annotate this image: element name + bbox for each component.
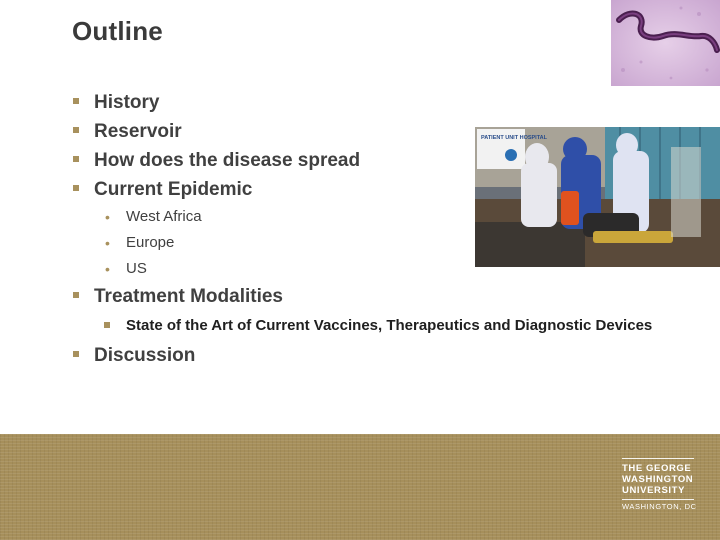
- square-bullet-icon: [73, 98, 79, 104]
- bullet-treatment: Treatment Modalities: [94, 286, 283, 307]
- logo-line-3: UNIVERSITY: [622, 485, 686, 496]
- bullet-discussion: Discussion: [94, 345, 196, 366]
- photo-sign-text: PATIENT UNIT HOSPITAL: [481, 135, 547, 141]
- square-bullet-icon: [73, 127, 79, 133]
- virus-micrograph-image: [611, 0, 720, 86]
- square-bullet-icon: [73, 292, 79, 298]
- sub-bullet-europe: Europe: [126, 234, 175, 251]
- square-bullet-icon: [73, 185, 79, 191]
- bullet-spread: How does the disease spread: [94, 150, 361, 171]
- dot-bullet-icon: •: [105, 261, 110, 277]
- footer-band: [0, 434, 720, 540]
- logo-line-1: THE GEORGE: [622, 463, 692, 474]
- sub-bullet-us: US: [126, 260, 147, 277]
- dot-bullet-icon: •: [105, 209, 110, 225]
- bullet-epidemic: Current Epidemic: [94, 179, 253, 200]
- sub-bullet-item: [72, 314, 692, 337]
- logo-line-2: WASHINGTON: [622, 474, 694, 485]
- logo-rule-bottom: [622, 499, 694, 500]
- dot-bullet-icon: •: [105, 235, 110, 251]
- bullet-item: [72, 282, 692, 311]
- bullet-history: History: [94, 92, 160, 113]
- gwu-logo: [622, 458, 702, 511]
- square-bullet-icon: [104, 322, 110, 328]
- bullet-reservoir: Reservoir: [94, 121, 182, 142]
- sub-bullet-treatment: State of the Art of Current Vaccines, Therapeutics and Diagnostic Devices: [126, 317, 653, 334]
- logo-location: WASHINGTON, DC: [622, 502, 697, 511]
- square-bullet-icon: [73, 351, 79, 357]
- bullet-item: [72, 341, 692, 370]
- slide-title: Outline: [72, 16, 163, 46]
- sub-bullet-west-africa: West Africa: [126, 208, 202, 225]
- healthcare-workers-photo: [475, 127, 720, 267]
- bullet-item: [72, 88, 692, 117]
- logo-rule-top: [622, 458, 694, 459]
- square-bullet-icon: [73, 156, 79, 162]
